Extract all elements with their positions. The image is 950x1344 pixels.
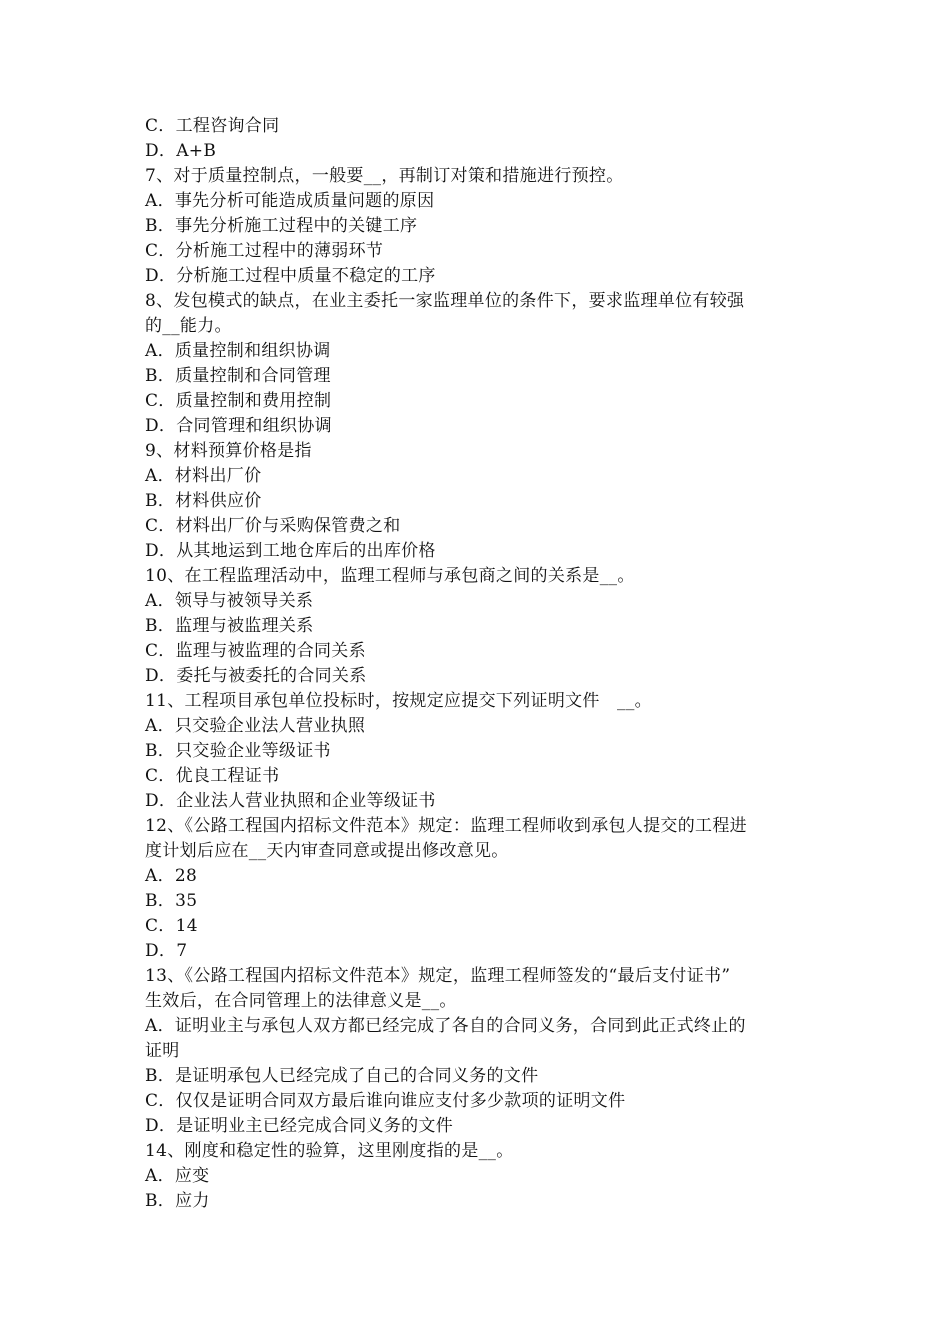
question-line: 度计划后应在__天内审查同意或提出修改意见。 [145, 841, 509, 861]
option-line: B．事先分析施工过程中的关键工序 [145, 216, 418, 236]
question-line: 的__能力。 [145, 316, 232, 336]
question-line: 9、材料预算价格是指 [145, 441, 312, 461]
option-line: B．监理与被监理关系 [145, 616, 314, 636]
option-line: A．28 [145, 866, 198, 886]
option-line: D．委托与被委托的合同关系 [145, 666, 367, 686]
option-line: B．应力 [145, 1191, 210, 1211]
option-line: A．应变 [145, 1166, 210, 1186]
option-line: B．是证明承包人已经完成了自己的合同义务的文件 [145, 1066, 539, 1086]
option-line: A．事先分析可能造成质量问题的原因 [145, 191, 435, 211]
option-line: C．材料出厂价与采购保管费之和 [145, 516, 401, 536]
option-line: A．材料出厂价 [145, 466, 262, 486]
option-line: D．企业法人营业执照和企业等级证书 [145, 791, 436, 811]
option-line: C．优良工程证书 [145, 766, 280, 786]
option-line: A．领导与被领导关系 [145, 591, 314, 611]
option-line: C．监理与被监理的合同关系 [145, 641, 366, 661]
option-line: C．分析施工过程中的薄弱环节 [145, 241, 384, 261]
option-line: D．A+B [145, 141, 217, 161]
question-line: 13、《公路工程国内招标文件范本》规定，监理工程师签发的“最后支付证书” [145, 966, 731, 986]
question-line: 12、《公路工程国内招标文件范本》规定：监理工程师收到承包人提交的工程进 [145, 816, 747, 836]
option-line: B．只交验企业等级证书 [145, 741, 331, 761]
question-line: 11、工程项目承包单位投标时，按规定应提交下列证明文件 __。 [145, 691, 652, 711]
option-line: A．质量控制和组织协调 [145, 341, 331, 361]
option-line: B．材料供应价 [145, 491, 262, 511]
option-line: C．工程咨询合同 [145, 116, 280, 136]
option-line: D．是证明业主已经完成合同义务的文件 [145, 1116, 454, 1136]
option-line: D．分析施工过程中质量不稳定的工序 [145, 266, 436, 286]
question-line: 14、刚度和稳定性的验算，这里刚度指的是__。 [145, 1141, 514, 1161]
option-line: A．只交验企业法人营业执照 [145, 716, 366, 736]
question-line: 生效后，在合同管理上的法律意义是__。 [145, 991, 457, 1011]
question-line: 7、对于质量控制点，一般要__，再制订对策和措施进行预控。 [145, 166, 624, 186]
option-line: B．35 [145, 891, 198, 911]
option-line: C．14 [145, 916, 198, 936]
option-line: D．合同管理和组织协调 [145, 416, 332, 436]
option-line: C．仅仅是证明合同双方最后谁向谁应支付多少款项的证明文件 [145, 1091, 626, 1111]
option-line: B．质量控制和合同管理 [145, 366, 331, 386]
option-line: C．质量控制和费用控制 [145, 391, 332, 411]
question-line: 10、在工程监理活动中，监理工程师与承包商之间的关系是__。 [145, 566, 635, 586]
document-page [145, 114, 810, 1214]
option-line: A．证明业主与承包人双方都已经完成了各自的合同义务，合同到此正式终止的 [145, 1016, 746, 1036]
option-line: D．7 [145, 941, 188, 961]
question-line: 8、发包模式的缺点，在业主委托一家监理单位的条件下，要求监理单位有较强 [145, 291, 745, 311]
option-line: 证明 [145, 1041, 180, 1061]
option-line: D．从其地运到工地仓库后的出库价格 [145, 541, 436, 561]
